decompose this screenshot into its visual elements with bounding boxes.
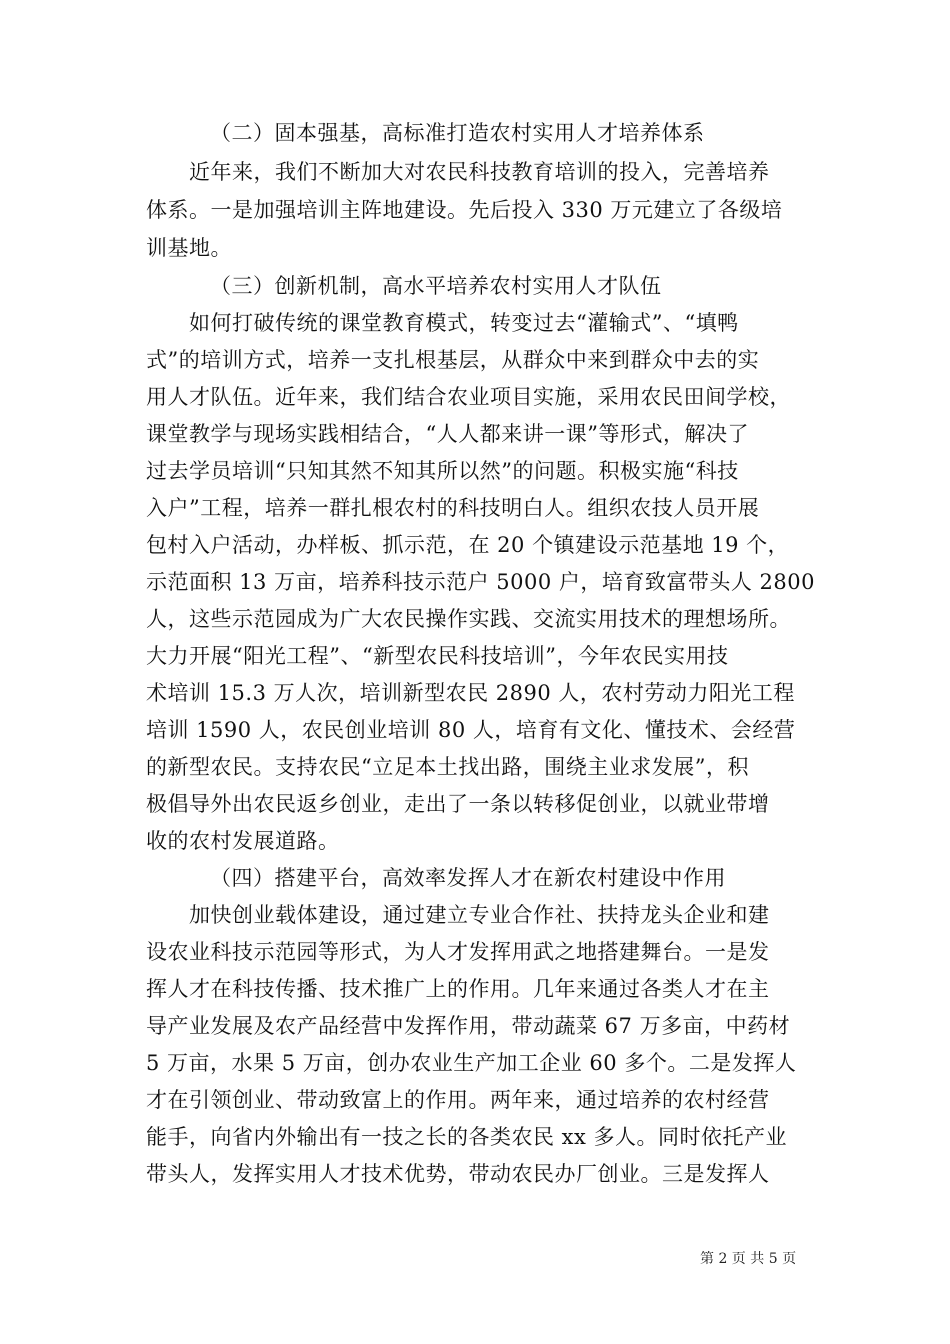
paragraph-line: 过去学员培训“只知其然不知其所以然”的问题。积极实施“科技 xyxy=(146,459,739,483)
paragraph-line: 式”的培训方式，培养一支扎根基层，从群众中来到群众中去的实 xyxy=(146,348,760,372)
paragraph-line: 训基地。 xyxy=(146,236,232,260)
paragraph-line: 极倡导外出农民返乡创业，走出了一条以转移促创业，以就业带增 xyxy=(146,792,770,816)
paragraph-line: 近年来，我们不断加大对农民科技教育培训的投入，完善培养 xyxy=(189,160,770,184)
paragraph-line: 才在引领创业、带动致富上的作用。两年来，通过培养的农村经营 xyxy=(146,1088,770,1112)
section-heading: （四）搭建平台，高效率发挥人才在新农村建设中作用 xyxy=(210,866,726,890)
paragraph-line: 设农业科技示范园等形式，为人才发挥用武之地搭建舞台。一是发 xyxy=(146,940,770,964)
paragraph-line: 收的农村发展道路。 xyxy=(146,829,340,853)
paragraph-line: 导产业发展及农产品经营中发挥作用，带动蔬菜 67 万多亩，中药材 xyxy=(146,1014,791,1038)
paragraph-line: 如何打破传统的课堂教育模式，转变过去“灌输式”、“填鸭 xyxy=(189,311,739,335)
paragraph-line: 大力开展“阳光工程”、“新型农民科技培训”，今年农民实用技 xyxy=(146,644,729,668)
paragraph-line: 课堂教学与现场实践相结合，“人人都来讲一课”等形式，解决了 xyxy=(146,422,749,446)
paragraph-line: 示范面积 13 万亩，培养科技示范户 5000 户，培育致富带头人 2800 xyxy=(146,570,815,594)
paragraph-line: 用人才队伍。近年来，我们结合农业项目实施，采用农民田间学校， xyxy=(146,385,791,409)
paragraph-line: 挥人才在科技传播、技术推广上的作用。几年来通过各类人才在主 xyxy=(146,977,770,1001)
section-heading: （三）创新机制，高水平培养农村实用人才队伍 xyxy=(210,274,662,298)
paragraph-line: 的新型农民。支持农民“立足本土找出路，围绕主业求发展”，积 xyxy=(146,755,749,779)
paragraph-line: 加快创业载体建设，通过建立专业合作社、扶持龙头企业和建 xyxy=(189,903,770,927)
paragraph-line: 术培训 15.3 万人次，培训新型农民 2890 人，农村劳动力阳光工程 xyxy=(146,681,795,705)
paragraph-line: 培训 1590 人，农民创业培训 80 人，培育有文化、懂技术、会经营 xyxy=(146,718,796,742)
paragraph-line: 包村入户活动，办样板、抓示范，在 20 个镇建设示范基地 19 个， xyxy=(146,533,790,557)
paragraph-line: 能手，向省内外输出有一技之长的各类农民 xx 多人。同时依托产业 xyxy=(146,1125,788,1149)
paragraph-line: 入户”工程，培养一群扎根农村的科技明白人。组织农技人员开展 xyxy=(146,496,760,520)
paragraph-line: 带头人，发挥实用人才技术优势，带动农民办厂创业。三是发挥人 xyxy=(146,1162,770,1186)
section-heading: （二）固本强基，高标准打造农村实用人才培养体系 xyxy=(210,121,705,145)
paragraph-line: 5 万亩，水果 5 万亩，创办农业生产加工企业 60 多个。二是发挥人 xyxy=(146,1051,797,1075)
paragraph-line: 人，这些示范园成为广大农民操作实践、交流实用技术的理想场所。 xyxy=(146,607,791,631)
page-number: 第 2 页 共 5 页 xyxy=(700,1251,797,1267)
paragraph-line: 体系。一是加强培训主阵地建设。先后投入 330 万元建立了各级培 xyxy=(146,198,783,222)
